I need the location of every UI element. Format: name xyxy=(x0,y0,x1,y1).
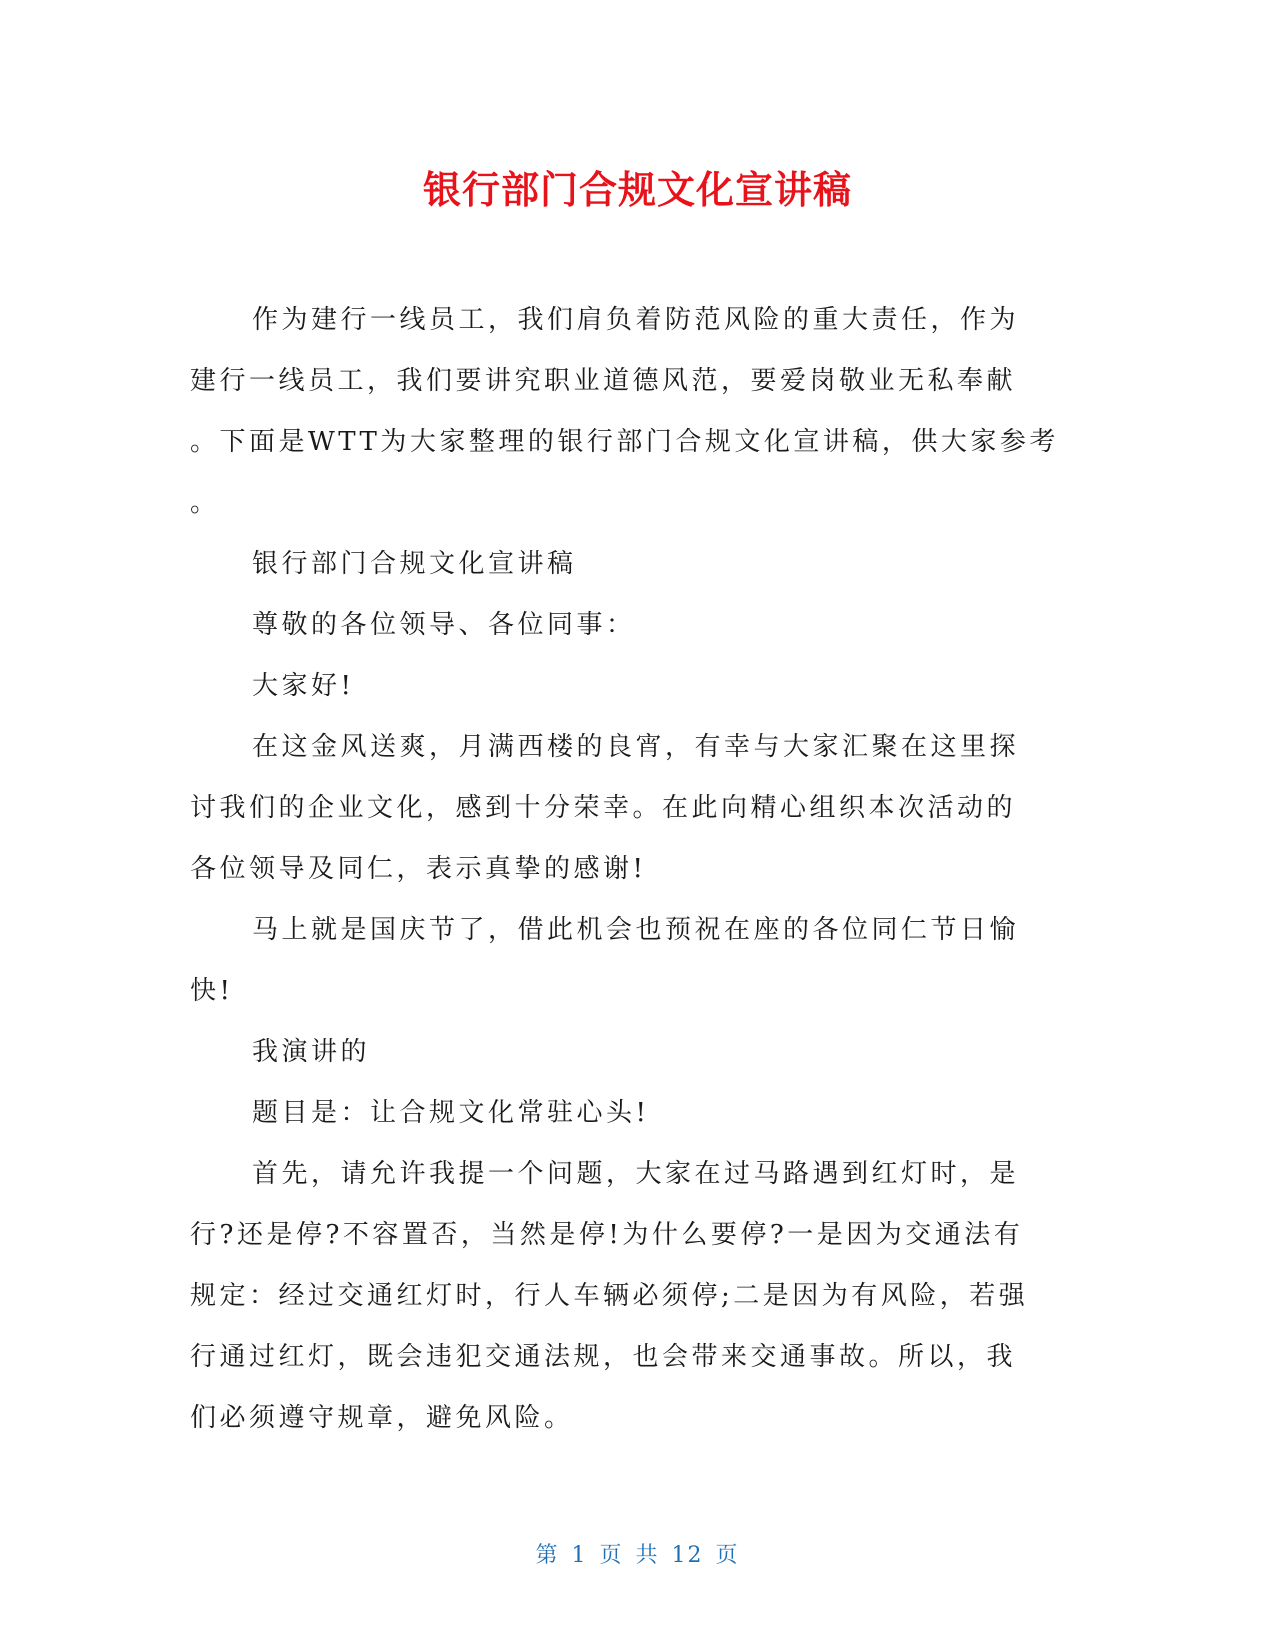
paragraph-line: 行通过红灯，既会违犯交通法规，也会带来交通事故。所以，我 xyxy=(190,1342,1017,1372)
footer-page-mid: 页 xyxy=(599,1543,624,1568)
paragraph-line: 行?还是停?不容置否，当然是停!为什么要停?一是因为交通法有 xyxy=(190,1220,1024,1250)
paragraph xyxy=(190,1022,1090,1083)
paragraph-line: 大家好! xyxy=(252,671,355,701)
paragraph-line: 尊敬的各位领导、各位同事： xyxy=(252,610,636,640)
paragraph-line: 讨我们的企业文化，感到十分荣幸。在此向精心组织本次活动的 xyxy=(190,793,1017,823)
paragraph-line: 首先，请允许我提一个问题，大家在过马路遇到红灯时，是 xyxy=(252,1159,1020,1189)
paragraph-line: 们必须遵守规章，避免风险。 xyxy=(190,1403,574,1433)
paragraph xyxy=(190,290,1090,534)
paragraph-line: 各位领导及同仁，表示真挚的感谢! xyxy=(190,854,647,884)
paragraph-line: 银行部门合规文化宣讲稿 xyxy=(252,549,577,579)
paragraph xyxy=(190,717,1090,900)
paragraph-line: 我演讲的 xyxy=(252,1037,371,1067)
footer-page-suffix: 页 xyxy=(715,1543,740,1568)
paragraph-line: 规定：经过交通红灯时，行人车辆必须停;二是因为有风险，若强 xyxy=(190,1281,1029,1311)
document-body xyxy=(190,290,1090,1449)
paragraph-line: 作为建行一线员工，我们肩负着防范风险的重大责任，作为 xyxy=(252,305,1020,335)
footer-total-label: 共 xyxy=(635,1543,660,1568)
footer-current-page: 1 xyxy=(571,1543,588,1568)
document-title: 银行部门合规文化宣讲稿 xyxy=(422,168,852,212)
paragraph-line: 。 xyxy=(190,488,220,518)
paragraph xyxy=(190,1144,1090,1449)
paragraph-line: 。下面是WTT为大家整理的银行部门合规文化宣讲稿，供大家参考 xyxy=(190,427,1059,457)
paragraph-line: 题目是：让合规文化常驻心头! xyxy=(252,1098,650,1128)
footer-page-prefix: 第 xyxy=(535,1543,560,1568)
paragraph-line: 快! xyxy=(190,976,234,1006)
paragraph xyxy=(190,595,1090,656)
paragraph-line: 建行一线员工，我们要讲究职业道德风范，要爱岗敬业无私奉献 xyxy=(190,366,1017,396)
paragraph xyxy=(190,656,1090,717)
page-footer xyxy=(0,1538,1275,1569)
footer-total-pages: 12 xyxy=(671,1543,704,1568)
paragraph xyxy=(190,534,1090,595)
paragraph xyxy=(190,900,1090,1022)
paragraph-line: 马上就是国庆节了，借此机会也预祝在座的各位同仁节日愉 xyxy=(252,915,1020,945)
paragraph xyxy=(190,1083,1090,1144)
paragraph-line: 在这金风送爽，月满西楼的良宵，有幸与大家汇聚在这里探 xyxy=(252,732,1020,762)
